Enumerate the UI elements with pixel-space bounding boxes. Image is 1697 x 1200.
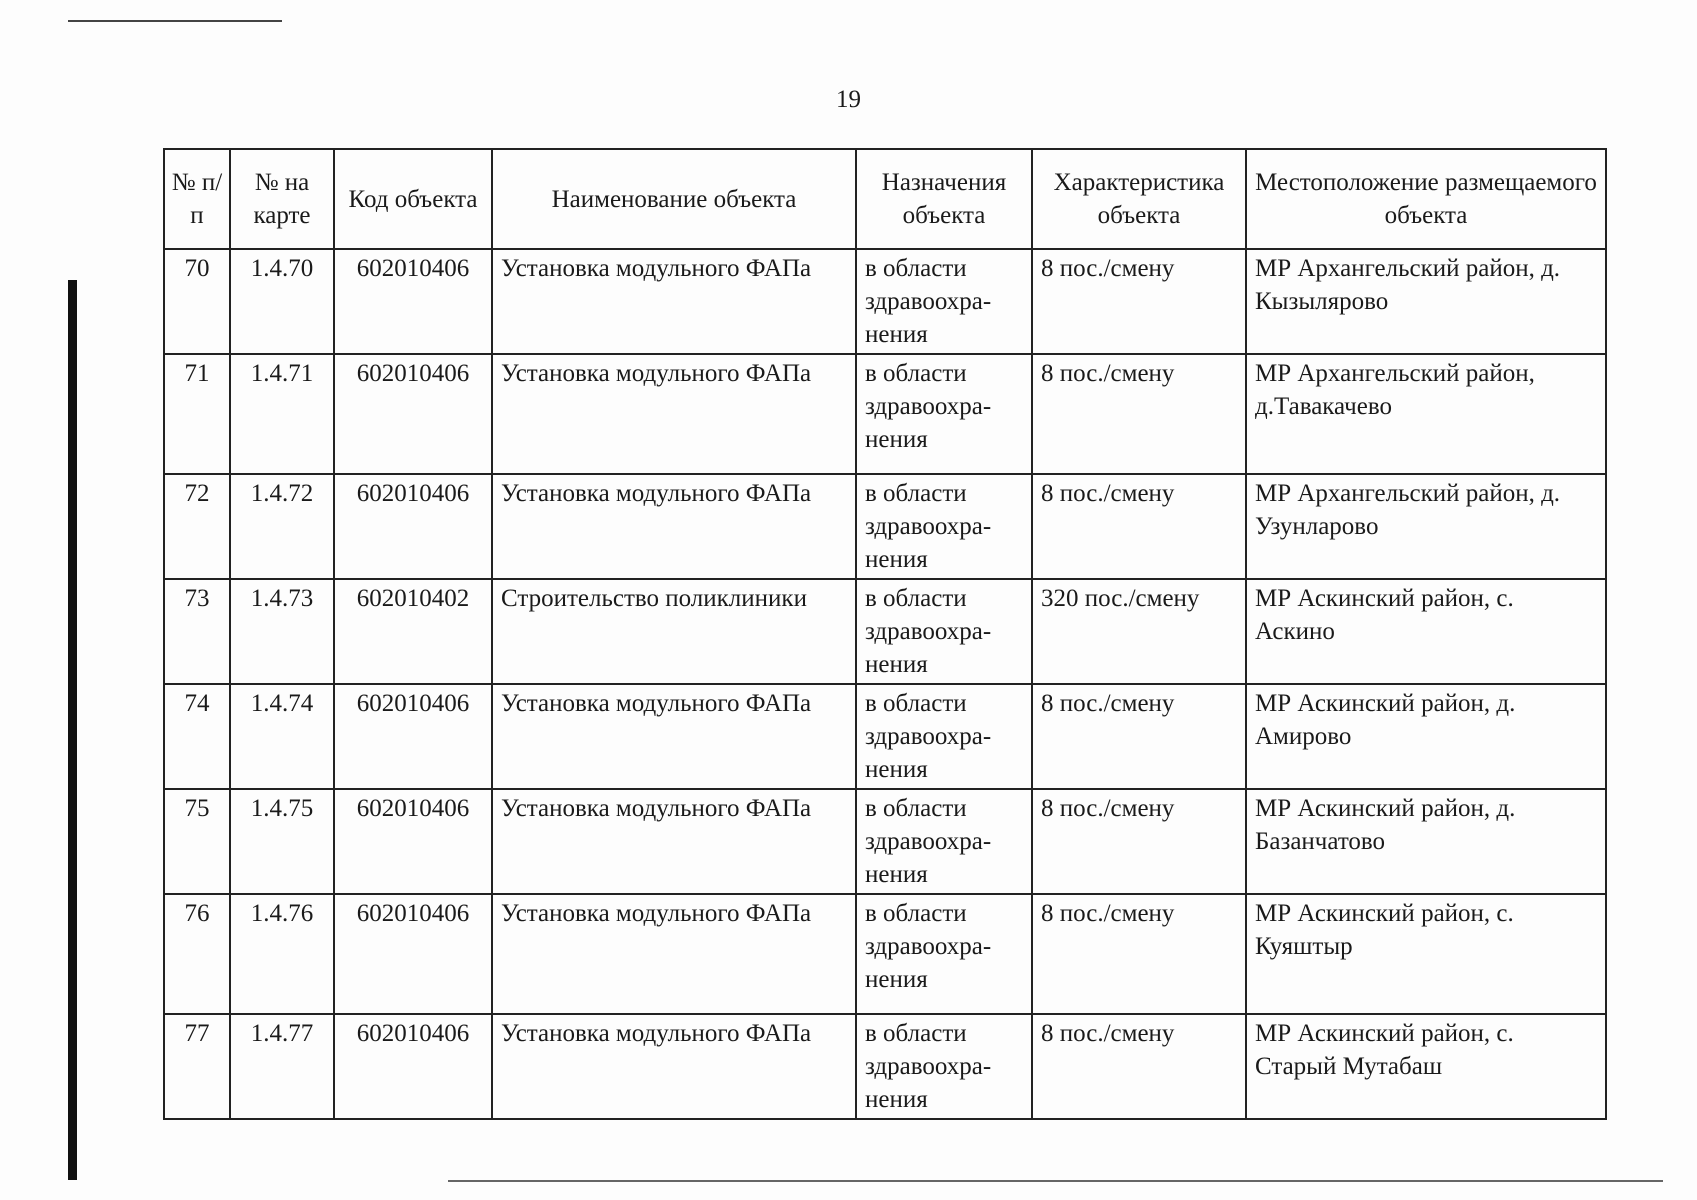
cell-num: 73 — [164, 579, 230, 684]
cell-object-purpose: в области здравоохра-нения — [856, 474, 1032, 579]
cell-map-num: 1.4.71 — [230, 354, 334, 474]
scan-line-bottom — [448, 1180, 1663, 1182]
cell-object-characteristic: 8 пос./смену — [1032, 474, 1246, 579]
cell-num: 72 — [164, 474, 230, 579]
scan-line-top — [68, 20, 282, 22]
cell-num: 77 — [164, 1014, 230, 1119]
cell-object-name: Установка модульного ФАПа — [492, 789, 856, 894]
cell-map-num: 1.4.75 — [230, 789, 334, 894]
cell-object-characteristic: 8 пос./смену — [1032, 789, 1246, 894]
header-map-num: № на карте — [230, 149, 334, 249]
header-object-code: Код объекта — [334, 149, 492, 249]
cell-object-code: 602010406 — [334, 249, 492, 354]
cell-object-code: 602010406 — [334, 474, 492, 579]
cell-map-num: 1.4.72 — [230, 474, 334, 579]
header-object-purpose: Назначения объекта — [856, 149, 1032, 249]
cell-map-num: 1.4.76 — [230, 894, 334, 1014]
cell-object-characteristic: 320 пос./смену — [1032, 579, 1246, 684]
cell-object-location: МР Аскинский район, с. Аскино — [1246, 579, 1606, 684]
cell-object-location: МР Аскинский район, с. Куяштыр — [1246, 894, 1606, 1014]
cell-object-code: 602010402 — [334, 579, 492, 684]
cell-object-characteristic: 8 пос./смену — [1032, 684, 1246, 789]
table-row — [164, 789, 1606, 894]
cell-num: 71 — [164, 354, 230, 474]
cell-object-code: 602010406 — [334, 894, 492, 1014]
cell-object-name: Строительство поликлиники — [492, 579, 856, 684]
header-object-characteristic: Характеристика объекта — [1032, 149, 1246, 249]
header-object-location: Местоположение размещаемого объекта — [1246, 149, 1606, 249]
cell-num: 74 — [164, 684, 230, 789]
cell-object-location: МР Аскинский район, с. Старый Мутабаш — [1246, 1014, 1606, 1119]
cell-object-purpose: в области здравоохра-нения — [856, 579, 1032, 684]
cell-object-name: Установка модульного ФАПа — [492, 684, 856, 789]
cell-num: 76 — [164, 894, 230, 1014]
scan-edge-bar — [68, 280, 77, 1180]
cell-object-purpose: в области здравоохра-нения — [856, 249, 1032, 354]
cell-map-num: 1.4.74 — [230, 684, 334, 789]
cell-object-location: МР Архангельский район, д.Тавакачево — [1246, 354, 1606, 474]
cell-object-purpose: в области здравоохра-нения — [856, 354, 1032, 474]
cell-object-code: 602010406 — [334, 354, 492, 474]
table-row — [164, 474, 1606, 579]
objects-table — [163, 148, 1607, 1120]
table-row — [164, 579, 1606, 684]
cell-object-code: 602010406 — [334, 1014, 492, 1119]
cell-map-num: 1.4.77 — [230, 1014, 334, 1119]
page-number: 19 — [836, 86, 861, 113]
cell-object-location: МР Аскинский район, д. Базанчатово — [1246, 789, 1606, 894]
cell-object-name: Установка модульного ФАПа — [492, 249, 856, 354]
table-row — [164, 354, 1606, 474]
cell-object-code: 602010406 — [334, 684, 492, 789]
table-row — [164, 1014, 1606, 1119]
cell-object-code: 602010406 — [334, 789, 492, 894]
cell-object-name: Установка модульного ФАПа — [492, 354, 856, 474]
table-row — [164, 249, 1606, 354]
cell-object-purpose: в области здравоохра-нения — [856, 684, 1032, 789]
cell-object-purpose: в области здравоохра-нения — [856, 894, 1032, 1014]
cell-object-characteristic: 8 пос./смену — [1032, 1014, 1246, 1119]
cell-object-name: Установка модульного ФАПа — [492, 474, 856, 579]
cell-object-location: МР Архангельский район, д. Кызылярово — [1246, 249, 1606, 354]
header-num: № п/п — [164, 149, 230, 249]
table-header-row — [164, 149, 1606, 249]
cell-map-num: 1.4.73 — [230, 579, 334, 684]
objects-table-wrapper — [163, 148, 1605, 1120]
table-row — [164, 894, 1606, 1014]
cell-object-characteristic: 8 пос./смену — [1032, 894, 1246, 1014]
cell-map-num: 1.4.70 — [230, 249, 334, 354]
cell-num: 75 — [164, 789, 230, 894]
cell-object-name: Установка модульного ФАПа — [492, 1014, 856, 1119]
table-row — [164, 684, 1606, 789]
cell-object-purpose: в области здравоохра-нения — [856, 1014, 1032, 1119]
cell-object-name: Установка модульного ФАПа — [492, 894, 856, 1014]
cell-object-characteristic: 8 пос./смену — [1032, 249, 1246, 354]
header-object-name: Наименование объекта — [492, 149, 856, 249]
cell-object-characteristic: 8 пос./смену — [1032, 354, 1246, 474]
cell-object-location: МР Архангельский район, д. Узунларово — [1246, 474, 1606, 579]
cell-object-location: МР Аскинский район, д. Амирово — [1246, 684, 1606, 789]
cell-object-purpose: в области здравоохра-нения — [856, 789, 1032, 894]
cell-num: 70 — [164, 249, 230, 354]
